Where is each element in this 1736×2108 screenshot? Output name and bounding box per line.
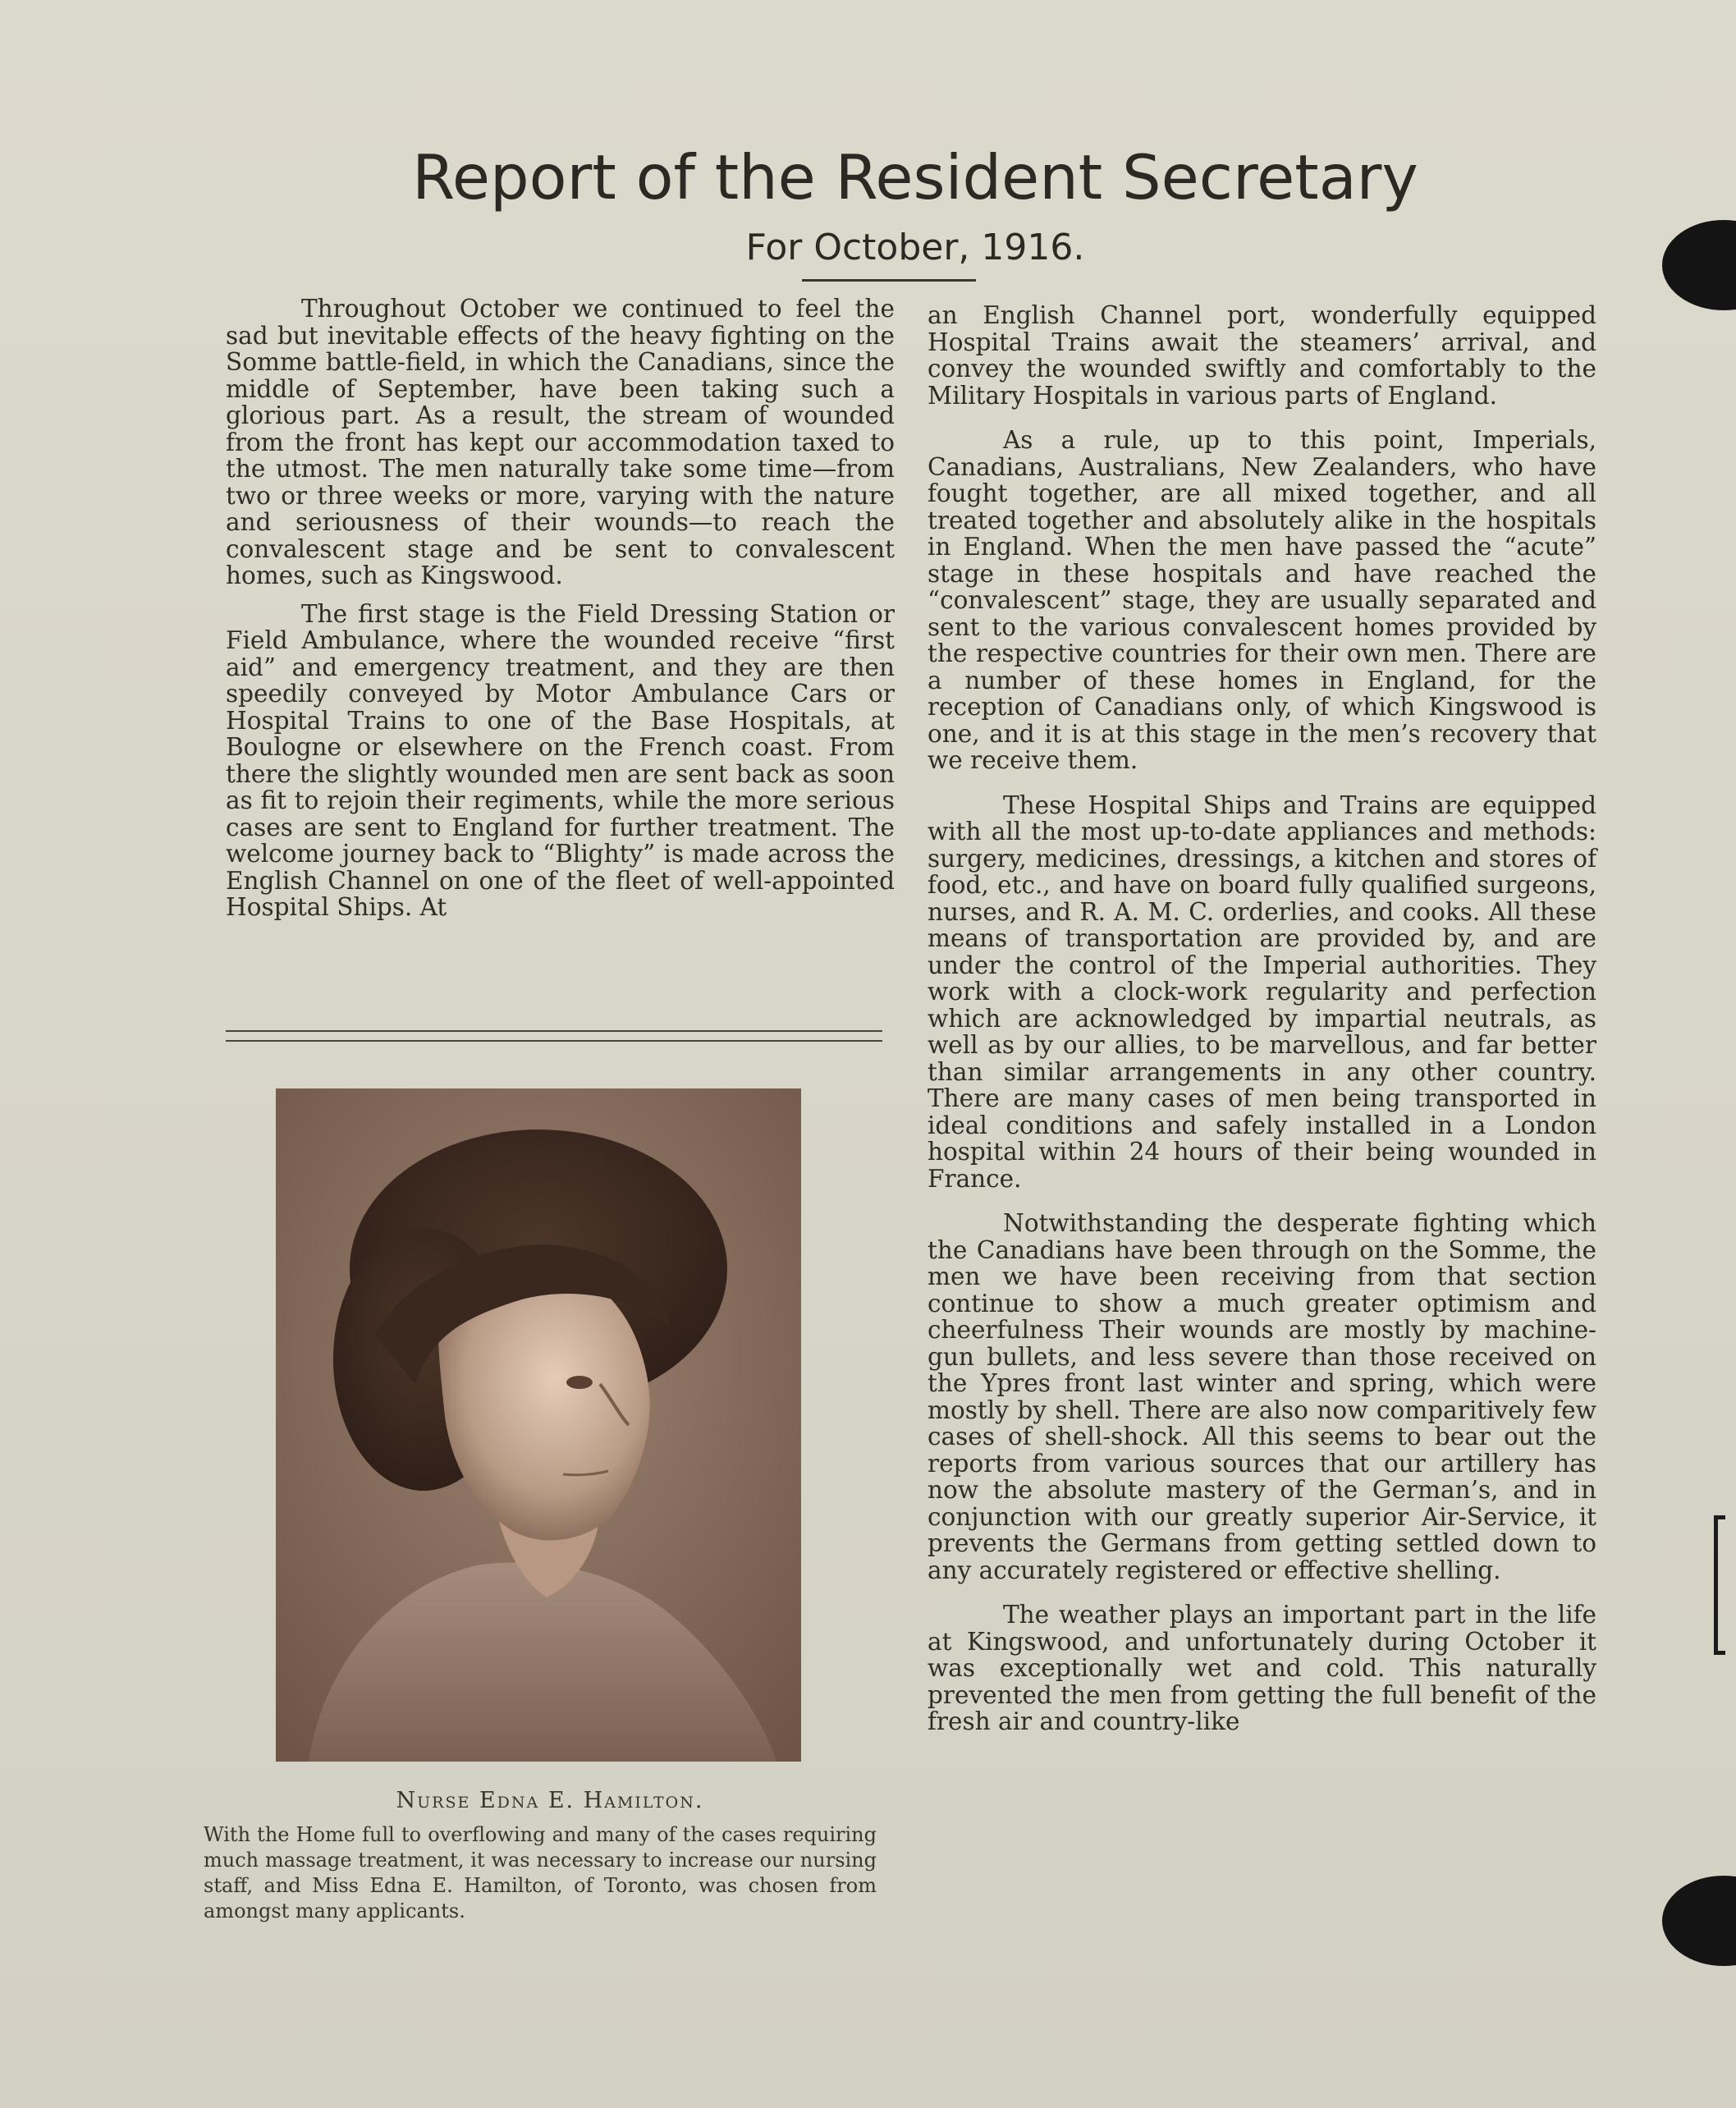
binding-clip-mark-2 (1714, 1515, 1725, 1519)
right-paragraph-2: As a rule, up to this point, Imperials, Canadians, Australians, New Zealanders, who have fought together, are all mixed together, and all treated together and absolutely alike in the hospitals in England. When the men have passed the “acute” stage in these hospitals and have reached the “convalescent” stage, they are usually separated and sent to the various convalescent homes provided by the respective countries for their own men. There are a number of these homes in England, for the reception of Canadians only, of which Kingswood is one, and it is at this stage in the men’s recovery that we receive them. (928, 426, 1596, 774)
section-double-rule (226, 1030, 882, 1042)
page-subtitle: For October, 1916. (745, 227, 1085, 268)
right-paragraph-5: The weather plays an important part in the life at Kingswood, and unfortunately during October it was exceptionally wet and cold. This naturally prevented the men from getting the full benefit of the fresh air and country-like (928, 1601, 1596, 1735)
nurse-portrait-photo (276, 1088, 801, 1762)
binding-clip-mark-3 (1714, 1651, 1725, 1655)
photo-caption-text: With the Home full to overflowing and many of the cases requiring much massage treatment, it was necessary to increase our nursing staff, and Miss Edna E. Hamilton, of Toronto, was chosen from amongst many applicants. (204, 1823, 877, 1922)
binding-clip-mark (1714, 1515, 1718, 1655)
right-paragraph-3: These Hospital Ships and Trains are equipped with all the most up-to-date appliances and methods: surgery, medicines, dressings, a kitchen and stores of food, etc., and have on board fully qualified surgeons, nurses, and R. A. M. C. orderlies, and cooks. All these means of transportation are provided by, and are under the control of the Imperial authorities. They work with a clock-work regularity and perfection which are acknowledged by impartial neutrals, as well as by our allies, to be marvellous, and far better than similar arrangements in any other country. There are many cases of men being transported in ideal conditions and safely installed in a London hospital within 24 hours of their being wounded in France. (928, 790, 1596, 1193)
page-title: Report of the Resident Secretary (412, 141, 1418, 213)
right-paragraph-1: an English Channel port, wonderfully equipped Hospital Trains await the steamers’ arrival, and convey the wounded swiftly and comfortably to the Military Hospitals in various parts of England. (928, 301, 1596, 410)
binder-hole-bottom (1662, 1876, 1736, 1966)
right-paragraph-4: Notwithstanding the desperate fighting which the Canadians have been through on the Somme, the men we have been receiving from that section continue to show a much greater optimism and cheerfulness Their wounds are mostly by machine-gun bullets, and less severe than those received on the Ypres front last winter and spring, which were mostly by shell. There are also now comparitively few cases of shell-shock. All this seems to bear out the reports from various sources that our artillery has now the absolute mastery of the German’s, and in conjunction with our greatly superior Air-Service, it prevents the Germans from getting settled down to any accurately registered or effective shelling. (928, 1209, 1596, 1584)
right-column (928, 302, 1596, 1735)
left-column (226, 296, 895, 921)
left-paragraph-1: Throughout October we continued to feel the sad but inevitable effects of the heavy fighting on the Somme battle-field, in which the Canadians, since the middle of September, have been taking such a glorious part. As a result, the stream of wounded from the front has kept our accommodation taxed to the utmost. The men naturally take some time—from two or three weeks or more, varying with the nature and seriousness of their wounds—to reach the convalescent stage and be sent to convalescent homes, such as Kingswood. (226, 295, 895, 589)
photo-caption-name: Nurse Edna E. Hamilton. (396, 1788, 704, 1813)
title-rule (802, 279, 976, 282)
left-paragraph-2: The first stage is the Field Dressing Station or Field Ambulance, where the wounded receive “first aid” and emergency treatment, and they are then speedily conveyed by Motor Ambulance Cars or Hospital Trains to one of the Base Hospitals, at Boulogne or elsewhere on the French coast. From there the slightly wounded men are sent back as soon as fit to rejoin their regiments, while the more serious cases are sent to England for further treatment. The welcome journey back to “Blighty” is made across the English Channel on one of the fleet of well-appointed Hospital Ships. At (226, 599, 895, 921)
